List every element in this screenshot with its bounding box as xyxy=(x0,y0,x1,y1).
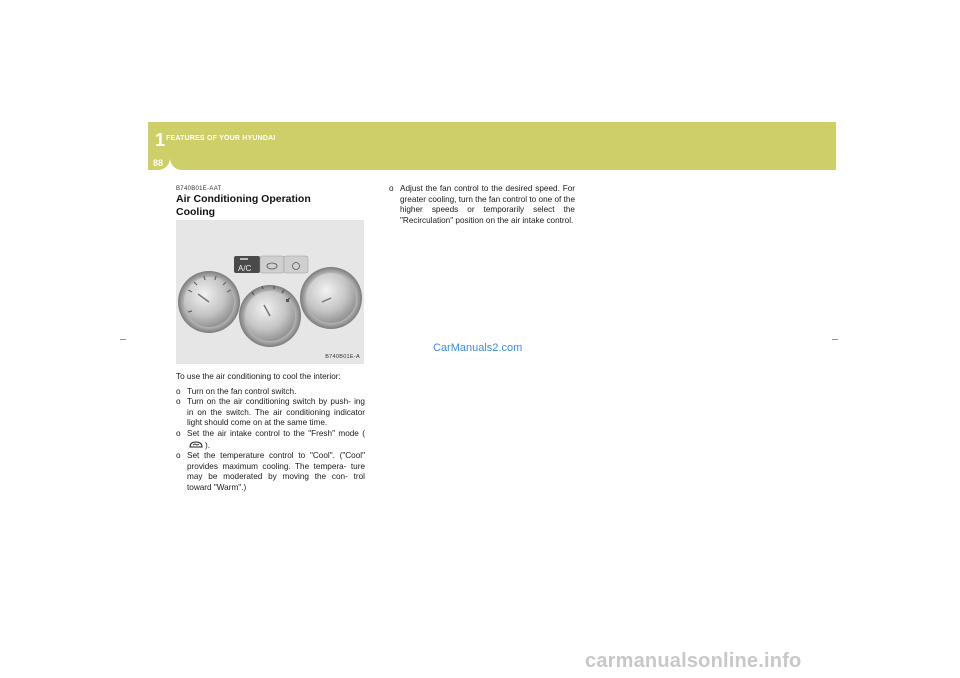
list-item-text: Set the temperature control to "Cool". ("Cool" provides maximum cooling. The tempera- ture may be moderated by moving the con- trol toward "Warm".) xyxy=(187,451,365,492)
list-item xyxy=(176,429,365,451)
bullet: o xyxy=(176,428,181,438)
page-number: 88 xyxy=(153,158,164,168)
header-band-lower xyxy=(170,144,836,170)
list-item-text: Set the air intake control to the "Fresh" mode ( xyxy=(187,428,365,438)
fresh-air-icon xyxy=(188,440,204,449)
crop-mark-right xyxy=(832,339,838,340)
chapter-number: 1 xyxy=(155,130,166,150)
climate-panel-illustration xyxy=(176,220,364,364)
chapter-title: FEATURES OF YOUR HYUNDAI xyxy=(166,135,276,142)
bullet: o xyxy=(176,386,181,396)
list-item-text: Turn on the air conditioning switch by push- ing in on the switch. The air conditioning indicator light should come on at the same time. xyxy=(187,397,365,428)
right-column xyxy=(389,184,575,226)
list-item xyxy=(176,451,365,493)
list-item xyxy=(176,397,365,429)
climate-control-figure xyxy=(176,220,364,364)
fresh-air-button xyxy=(260,256,284,273)
list-item xyxy=(176,387,365,398)
section-title: Air Conditioning Operation xyxy=(176,193,311,205)
ac-button-label: A/C xyxy=(238,264,252,273)
section-code: B740B01E-AAT xyxy=(176,186,222,192)
watermark-link[interactable]: CarManuals2.com xyxy=(433,342,523,354)
intro-text: To use the air conditioning to cool the interior: xyxy=(176,372,341,381)
bullet: o xyxy=(389,184,394,193)
section-subtitle: Cooling xyxy=(176,206,216,218)
crop-mark-left xyxy=(120,339,126,340)
bullet: o xyxy=(176,451,181,461)
recirc-button xyxy=(284,256,308,273)
figure-code: B740B01E-A xyxy=(325,354,360,360)
list-item-suffix: ). xyxy=(205,440,211,450)
list-item xyxy=(389,184,575,226)
list-item-text: Turn on the fan control switch. xyxy=(187,386,297,396)
footer-watermark: carmanualsonline.info xyxy=(585,650,802,672)
section-heading xyxy=(176,193,311,219)
bullet: o xyxy=(176,397,181,407)
left-column xyxy=(176,372,365,494)
list-item-text: Adjust the fan control to the desired speed. For greater cooling, turn the fan control to one of the higher speeds or temporarily select the "Recirculation" position on the air intake control. xyxy=(400,184,575,225)
